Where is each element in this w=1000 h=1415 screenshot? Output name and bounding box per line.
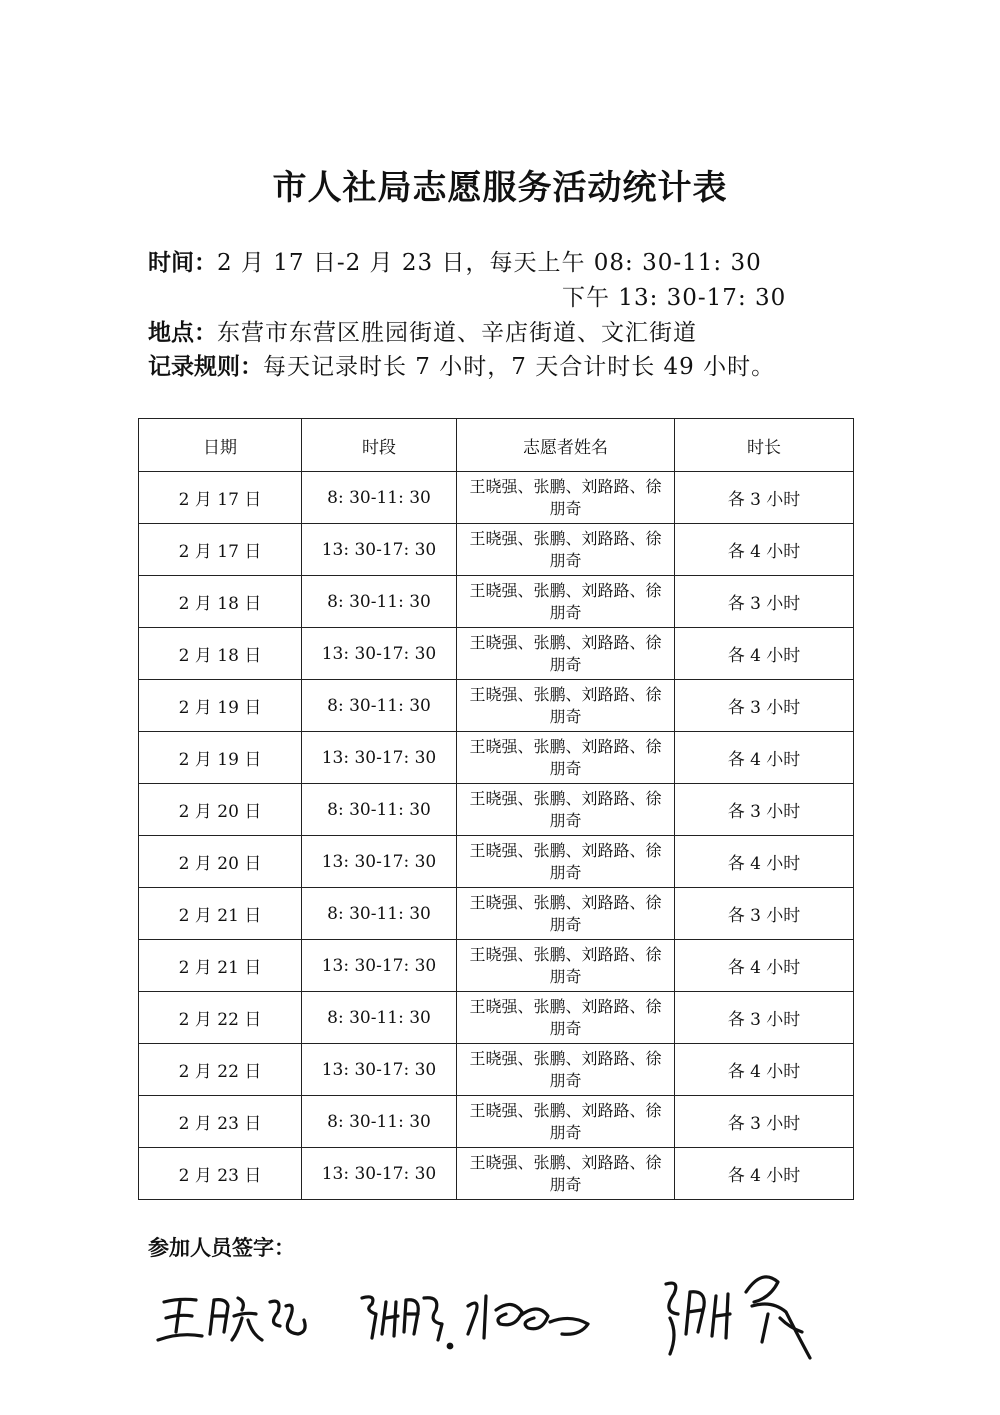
cell-duration: 各 3 小时: [675, 888, 854, 940]
cell-period: 13: 30-17: 30: [302, 940, 457, 992]
table-row: [139, 1096, 854, 1148]
cell-period: 8: 30-11: 30: [302, 784, 457, 836]
place-line: [148, 318, 697, 348]
signature-1: [158, 1298, 305, 1340]
cell-duration: 各 3 小时: [675, 680, 854, 732]
table-header-row: [139, 419, 854, 472]
header-period: 时段: [302, 419, 457, 472]
cell-period: 13: 30-17: 30: [302, 1044, 457, 1096]
cell-period: 8: 30-11: 30: [302, 576, 457, 628]
cell-period: 8: 30-11: 30: [302, 680, 457, 732]
volunteer-names-text: 王晓强、张鹏、刘路路、徐朋奇: [469, 684, 662, 726]
rule-value: 每天记录时长 7 小时，7 天合计时长 49 小时。: [263, 354, 776, 380]
volunteer-names-text: 王晓强、张鹏、刘路路、徐朋奇: [469, 632, 662, 674]
signature-4: [666, 1277, 810, 1358]
cell-volunteer-names: [457, 628, 675, 680]
volunteer-names-text: 王晓强、张鹏、刘路路、徐朋奇: [469, 840, 662, 882]
cell-volunteer-names: [457, 836, 675, 888]
header-date: 日期: [139, 419, 302, 472]
cell-date: 2 月 21 日: [139, 888, 302, 940]
table-row: [139, 680, 854, 732]
cell-period: 13: 30-17: 30: [302, 732, 457, 784]
rule-line: [148, 352, 775, 382]
volunteer-names-text: 王晓强、张鹏、刘路路、徐朋奇: [469, 476, 662, 518]
cell-volunteer-names: [457, 680, 675, 732]
cell-period: 13: 30-17: 30: [302, 628, 457, 680]
cell-volunteer-names: [457, 940, 675, 992]
cell-volunteer-names: [457, 472, 675, 524]
table-row: [139, 940, 854, 992]
time-line: [148, 248, 762, 278]
cell-duration: 各 3 小时: [675, 472, 854, 524]
cell-date: 2 月 23 日: [139, 1096, 302, 1148]
table-body: [139, 472, 854, 1200]
cell-date: 2 月 17 日: [139, 524, 302, 576]
table-row: [139, 836, 854, 888]
header-duration: 时长: [675, 419, 854, 472]
cell-duration: 各 4 小时: [675, 940, 854, 992]
cell-duration: 各 4 小时: [675, 732, 854, 784]
table-row: [139, 784, 854, 836]
cell-volunteer-names: [457, 1044, 675, 1096]
volunteer-names-text: 王晓强、张鹏、刘路路、徐朋奇: [469, 944, 662, 986]
table-row: [139, 1044, 854, 1096]
signature-3: [468, 1296, 588, 1338]
table-row: [139, 576, 854, 628]
cell-volunteer-names: [457, 732, 675, 784]
table-row: [139, 732, 854, 784]
time-line-afternoon: [562, 283, 786, 313]
cell-date: 2 月 23 日: [139, 1148, 302, 1200]
cell-duration: 各 3 小时: [675, 576, 854, 628]
cell-volunteer-names: [457, 888, 675, 940]
volunteer-names-text: 王晓强、张鹏、刘路路、徐朋奇: [469, 788, 662, 830]
cell-period: 13: 30-17: 30: [302, 1148, 457, 1200]
cell-date: 2 月 19 日: [139, 732, 302, 784]
cell-period: 13: 30-17: 30: [302, 524, 457, 576]
cell-date: 2 月 18 日: [139, 576, 302, 628]
table-row: [139, 628, 854, 680]
document-title: 市人社局志愿服务活动统计表: [272, 168, 728, 208]
signature-label: 参加人员签字：: [148, 1236, 295, 1260]
records-table: [138, 418, 854, 1200]
volunteer-names-text: 王晓强、张鹏、刘路路、徐朋奇: [469, 580, 662, 622]
time-value-afternoon: 下午 13: 30-17: 30: [562, 285, 787, 311]
cell-date: 2 月 19 日: [139, 680, 302, 732]
place-value: 东营市东营区胜园街道、辛店街道、文汇街道: [217, 320, 697, 346]
cell-date: 2 月 22 日: [139, 992, 302, 1044]
cell-duration: 各 4 小时: [675, 1148, 854, 1200]
table-row: [139, 992, 854, 1044]
cell-date: 2 月 18 日: [139, 628, 302, 680]
handwritten-signatures: [150, 1262, 850, 1372]
cell-period: 8: 30-11: 30: [302, 888, 457, 940]
cell-volunteer-names: [457, 1148, 675, 1200]
cell-date: 2 月 22 日: [139, 1044, 302, 1096]
cell-duration: 各 4 小时: [675, 836, 854, 888]
volunteer-names-text: 王晓强、张鹏、刘路路、徐朋奇: [469, 736, 662, 778]
cell-volunteer-names: [457, 784, 675, 836]
cell-duration: 各 3 小时: [675, 1096, 854, 1148]
table-row: [139, 1148, 854, 1200]
cell-volunteer-names: [457, 524, 675, 576]
cell-volunteer-names: [457, 1096, 675, 1148]
cell-duration: 各 4 小时: [675, 1044, 854, 1096]
cell-duration: 各 4 小时: [675, 628, 854, 680]
volunteer-names-text: 王晓强、张鹏、刘路路、徐朋奇: [469, 1152, 662, 1194]
cell-date: 2 月 20 日: [139, 836, 302, 888]
volunteer-names-text: 王晓强、张鹏、刘路路、徐朋奇: [469, 1100, 662, 1142]
cell-period: 8: 30-11: 30: [302, 1096, 457, 1148]
volunteer-names-text: 王晓强、张鹏、刘路路、徐朋奇: [469, 892, 662, 934]
header-volunteer-names: 志愿者姓名: [457, 419, 675, 472]
cell-date: 2 月 17 日: [139, 472, 302, 524]
cell-period: 8: 30-11: 30: [302, 472, 457, 524]
table-row: [139, 472, 854, 524]
volunteer-names-text: 王晓强、张鹏、刘路路、徐朋奇: [469, 1048, 662, 1090]
cell-volunteer-names: [457, 576, 675, 628]
time-label: 时间：: [148, 250, 217, 276]
rule-label: 记录规则：: [148, 354, 263, 380]
volunteer-names-text: 王晓强、张鹏、刘路路、徐朋奇: [469, 528, 662, 570]
cell-date: 2 月 21 日: [139, 940, 302, 992]
place-label: 地点：: [148, 320, 217, 346]
cell-period: 8: 30-11: 30: [302, 992, 457, 1044]
cell-period: 13: 30-17: 30: [302, 836, 457, 888]
cell-duration: 各 3 小时: [675, 992, 854, 1044]
table-row: [139, 888, 854, 940]
cell-duration: 各 3 小时: [675, 784, 854, 836]
table-row: [139, 524, 854, 576]
cell-volunteer-names: [457, 992, 675, 1044]
cell-date: 2 月 20 日: [139, 784, 302, 836]
time-value: 2 月 17 日-2 月 23 日，每天上午 08: 30-11: 30: [217, 250, 762, 276]
signature-2: [362, 1297, 452, 1348]
cell-duration: 各 4 小时: [675, 524, 854, 576]
volunteer-names-text: 王晓强、张鹏、刘路路、徐朋奇: [469, 996, 662, 1038]
